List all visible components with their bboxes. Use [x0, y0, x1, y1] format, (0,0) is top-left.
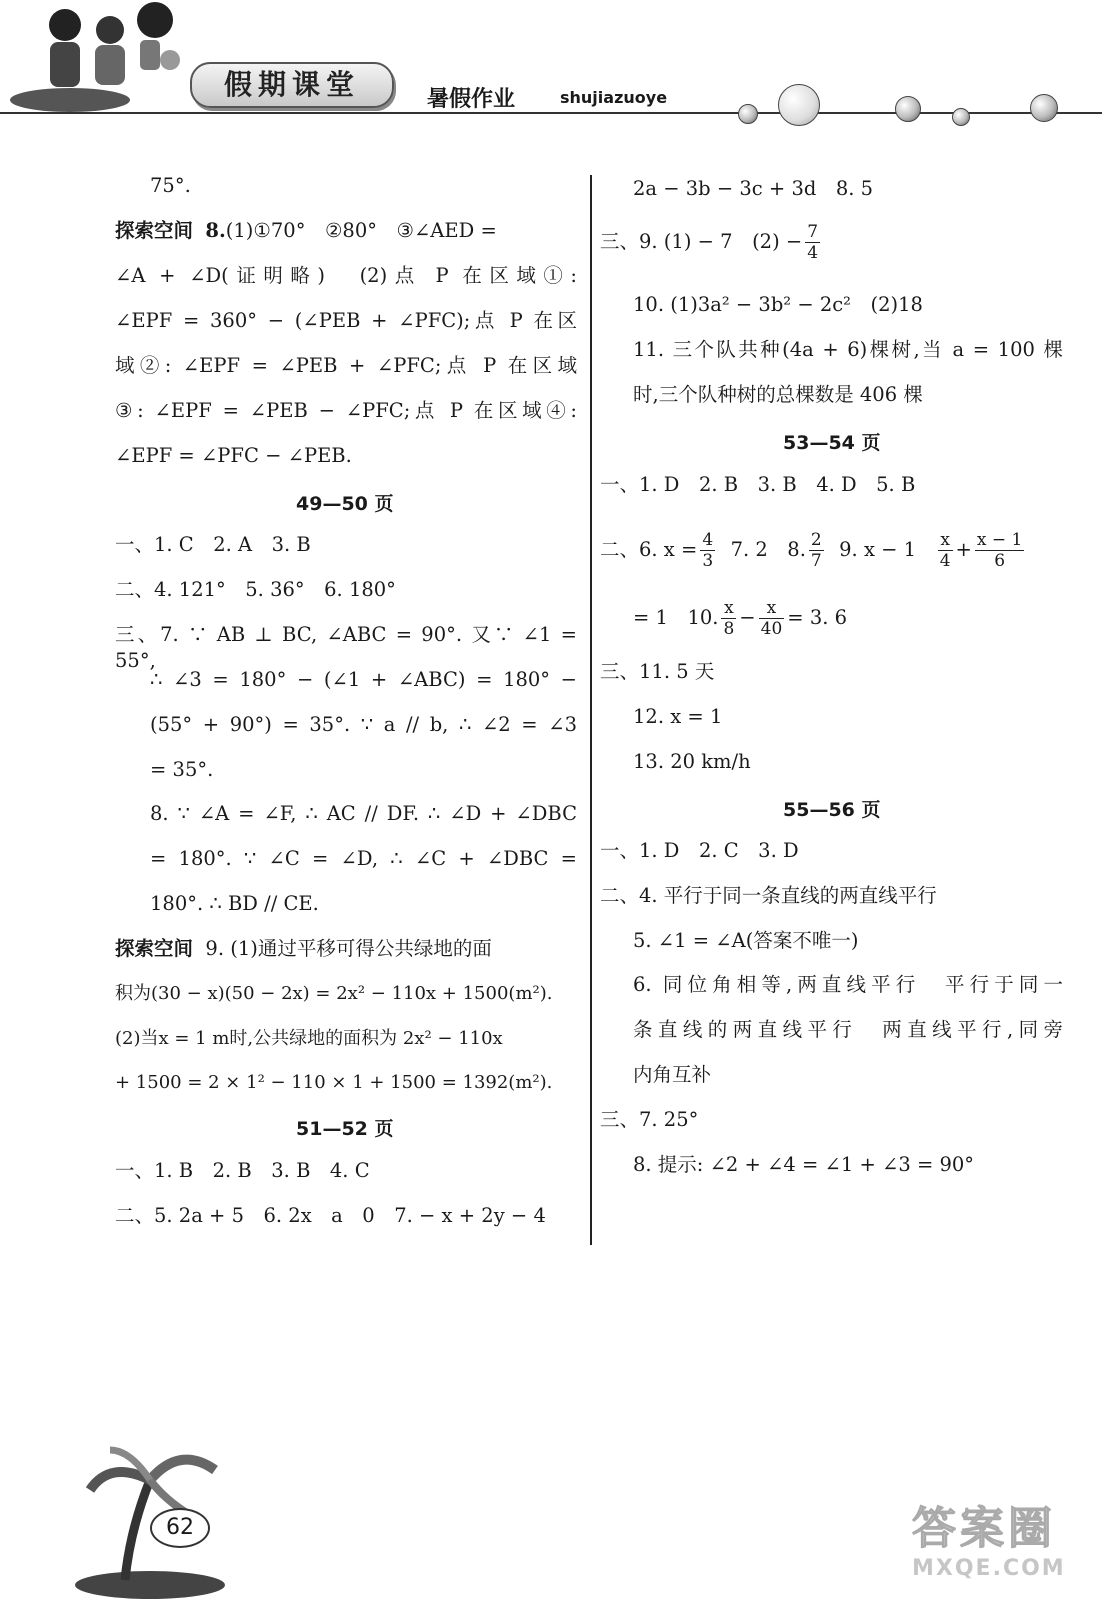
answer-text: 7. 2 8.	[730, 538, 806, 561]
header-rule	[0, 112, 1102, 114]
column-divider	[590, 175, 592, 1245]
fraction: $\frac{2}{7}$	[810, 530, 822, 571]
text-line: 11. 三个队共种(4a + 6)棵树,当 a = 100 棵	[633, 338, 1063, 361]
text-line: 180°. ∴ BD // CE.	[150, 892, 319, 915]
text-line: 8. 提示: ∠2 + ∠4 = ∠1 + ∠3 = 90°	[633, 1153, 975, 1176]
text-line: + 1500 = 2 × 1² − 110 × 1 + 1500 = 1392(m²).	[115, 1072, 553, 1093]
fraction: $\frac{x - 1}{6}$	[976, 530, 1023, 571]
text-line: 三、7. 25°	[600, 1108, 699, 1131]
page-number: 62	[150, 1508, 210, 1548]
text-line: 75°.	[150, 174, 191, 197]
text-line: 一、1. B 2. B 3. B 4. C	[115, 1159, 370, 1182]
answer-text: 9. x − 1	[839, 538, 917, 561]
header-pinyin: shujiazuoye	[560, 88, 668, 107]
answer-text: 二、6. x =	[600, 538, 698, 561]
bead-icon	[1030, 94, 1058, 122]
text-line	[600, 222, 823, 263]
text-line: ③: ∠EPF = ∠PEB − ∠PFC;点 P 在区域④:	[115, 399, 577, 422]
answer-text: = 1 10.	[633, 606, 719, 629]
text-line	[633, 598, 847, 639]
text-line: 内角互补	[633, 1063, 712, 1086]
section-heading: 55—56 页	[783, 799, 881, 821]
bead-icon	[895, 96, 921, 122]
text-line: 时,三个队种树的总棵数是 406 棵	[633, 383, 923, 406]
text-line: 三、11. 5 天	[600, 660, 715, 683]
palm-tree-icon	[70, 1420, 230, 1600]
text-line: 一、1. D 2. B 3. B 4. D 5. B	[600, 473, 916, 496]
label-explore: 探索空间	[115, 937, 194, 960]
text-line: = 35°.	[150, 758, 214, 781]
kids-illustration-icon	[10, 0, 190, 112]
text-line: 积为(30 − x)(50 − 2x) = 2x² − 110x + 1500(m²).	[115, 983, 553, 1004]
question-number: 8.	[205, 219, 226, 242]
text-line: 6. 同位角相等,两直线平行 平行于同一	[633, 973, 1063, 996]
text-line: 三、7. ∵ AB ⊥ BC, ∠ABC = 90°. 又∵ ∠1 = 55°,	[115, 623, 577, 672]
answer-text: −	[739, 606, 756, 629]
text-line: (2)当x = 1 m时,公共绿地的面积为 2x² − 110x	[115, 1028, 503, 1049]
text-line: 一、1. D 2. C 3. D	[600, 839, 799, 862]
text-line: 二、5. 2a + 5 6. 2x a 0 7. − x + 2y − 4	[115, 1204, 546, 1227]
fraction: $\frac{7}{4}$	[807, 222, 819, 263]
section-heading: 53—54 页	[783, 432, 881, 454]
bead-icon	[952, 108, 970, 126]
answer-text: 9. (1)通过平移可得公共绿地的面	[205, 937, 492, 960]
text-line: ∠A + ∠D(证明略) (2)点 P 在区域①:	[115, 264, 577, 287]
fraction: $\frac{x}{4}$	[939, 530, 951, 571]
answer-text: = 3. 6	[787, 606, 848, 629]
text-line: 10. (1)3a² − 3b² − 2c² (2)18	[633, 293, 923, 316]
watermark-url: MXQE.COM	[912, 1556, 1066, 1581]
text-line: 域②: ∠EPF = ∠PEB + ∠PFC;点 P 在区域	[115, 354, 577, 377]
answer-text: (1)①70° ②80° ③∠AED =	[225, 219, 497, 242]
text-line	[600, 530, 1027, 571]
text-line: = 180°. ∵ ∠C = ∠D, ∴ ∠C + ∠DBC =	[150, 847, 577, 870]
text-line: 条直线的两直线平行 两直线平行,同旁	[633, 1018, 1063, 1041]
palm-tree-illustration	[70, 1420, 230, 1600]
text-line: ∴ ∠3 = 180° − (∠1 + ∠ABC) = 180° −	[150, 668, 577, 691]
text-line: ∠EPF = 360° − (∠PEB + ∠PFC);点 P 在区	[115, 309, 577, 332]
answer-text: +	[955, 538, 972, 561]
answer-text: 三、9. (1) − 7 (2) −	[600, 230, 803, 253]
section-heading: 49—50 页	[296, 493, 394, 515]
text-line	[115, 218, 497, 244]
watermark-logo-text: 答案圈	[912, 1503, 1056, 1554]
text-line: 二、4. 121° 5. 36° 6. 180°	[115, 578, 396, 601]
text-line: 一、1. C 2. A 3. B	[115, 533, 311, 556]
section-heading: 51—52 页	[296, 1118, 394, 1140]
text-line	[115, 936, 492, 962]
fraction: $\frac{x}{8}$	[723, 598, 735, 639]
watermark	[912, 1492, 1092, 1592]
fraction: $\frac{x}{40}$	[760, 598, 783, 639]
header-illustration	[10, 0, 190, 112]
bead-icon	[778, 84, 820, 126]
text-line: ∠EPF = ∠PFC − ∠PEB.	[115, 444, 352, 467]
label-explore: 探索空间	[115, 219, 194, 242]
bead-icon	[738, 104, 758, 124]
text-line: 12. x = 1	[633, 705, 723, 728]
text-line: (55° + 90°) = 35°. ∵ a // b, ∴ ∠2 = ∠3	[150, 713, 577, 736]
text-line: 二、4. 平行于同一条直线的两直线平行	[600, 884, 937, 907]
text-line: 2a − 3b − 3c + 3d 8. 5	[633, 177, 874, 200]
text-line: 13. 20 km/h	[633, 750, 751, 773]
text-line: 5. ∠1 = ∠A(答案不唯一)	[633, 929, 859, 952]
header-title: 暑假作业	[427, 87, 516, 112]
text-line: 8. ∵ ∠A = ∠F, ∴ AC // DF. ∴ ∠D + ∠DBC	[150, 802, 577, 825]
brand-logo: 假期课堂	[190, 62, 394, 108]
fraction: $\frac{4}{3}$	[702, 530, 714, 571]
